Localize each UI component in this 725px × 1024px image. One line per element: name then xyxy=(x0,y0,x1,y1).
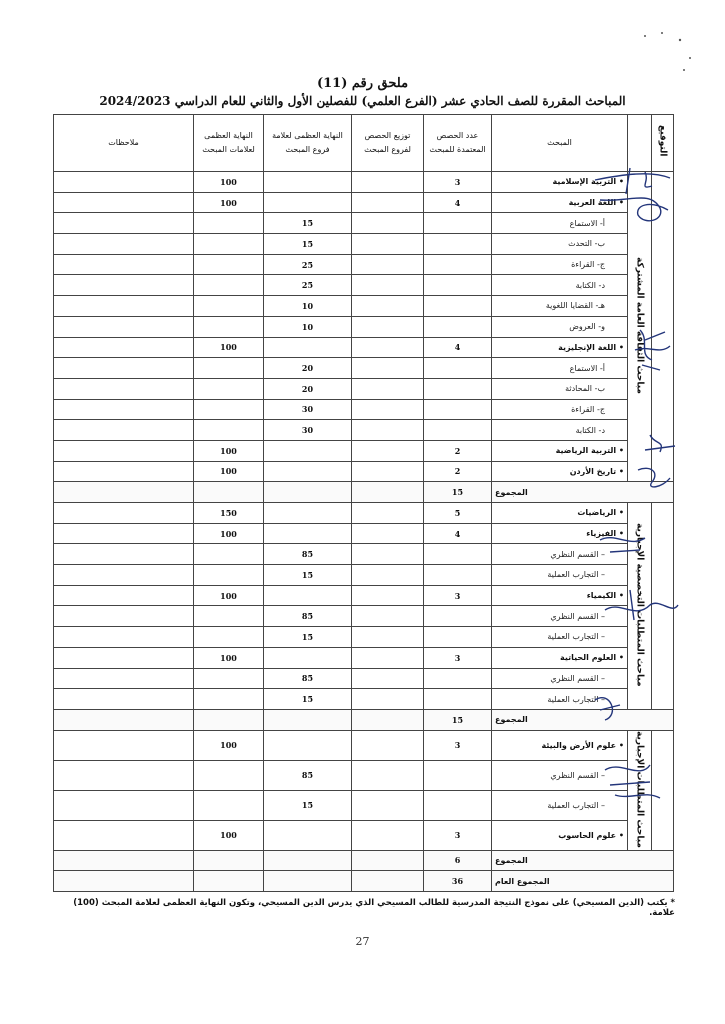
subject-cell: هـ- القضايا اللغوية xyxy=(492,296,628,317)
subject-max-cell: 100 xyxy=(194,440,264,461)
table-row xyxy=(54,316,674,337)
distribution-cell xyxy=(352,503,424,524)
subject-max-cell: 150 xyxy=(194,503,264,524)
periods-cell: 3 xyxy=(424,820,492,850)
distribution-cell xyxy=(352,234,424,255)
branch-max-cell xyxy=(264,440,352,461)
footnote: * يكتب (الدين المسيحي) على نموذج النتيجة المدرسية للطالب المسيحي الذي يدرس الدين المسيحي، وتكون النهاية العظمى لعلامة المبحث (100) علامة. xyxy=(73,898,675,918)
branch-max-cell xyxy=(264,820,352,850)
periods-cell: 15 xyxy=(424,709,492,730)
header-subject-max: النهاية العظمى لعلامات المبحث xyxy=(194,115,264,172)
subject-max-cell xyxy=(194,871,264,892)
notes-cell xyxy=(54,790,194,820)
subject-max-cell xyxy=(194,668,264,689)
subject-max-cell xyxy=(194,234,264,255)
subject-cell: ب- التحدث xyxy=(492,234,628,255)
subject-max-cell xyxy=(194,790,264,820)
table-row xyxy=(54,565,674,586)
table-row xyxy=(54,790,674,820)
subject-cell: • علوم الحاسوب xyxy=(492,820,628,850)
branch-max-cell xyxy=(264,482,352,503)
notes-cell xyxy=(54,709,194,730)
distribution-cell xyxy=(352,668,424,689)
subject-cell: • الفيزياء xyxy=(492,523,628,544)
subject-cell: ج- القراءة xyxy=(492,399,628,420)
branch-max-cell: 10 xyxy=(264,316,352,337)
periods-cell: 3 xyxy=(424,585,492,606)
branch-max-cell: 25 xyxy=(264,254,352,275)
subject-cell: • اللغة الإنجليزية xyxy=(492,337,628,358)
total-row xyxy=(54,850,674,871)
branch-max-cell xyxy=(264,503,352,524)
table-body xyxy=(54,172,674,892)
periods-cell xyxy=(424,316,492,337)
subject-cell: • التربية الرياضية xyxy=(492,440,628,461)
branch-max-cell xyxy=(264,871,352,892)
distribution-cell xyxy=(352,378,424,399)
periods-cell xyxy=(424,420,492,441)
distribution-cell xyxy=(352,482,424,503)
notes-cell xyxy=(54,234,194,255)
distribution-cell xyxy=(352,172,424,193)
branch-max-cell xyxy=(264,461,352,482)
subject-cell: • التربية الإسلامية xyxy=(492,172,628,193)
subject-max-cell: 100 xyxy=(194,461,264,482)
distribution-cell xyxy=(352,399,424,420)
notes-cell xyxy=(54,358,194,379)
distribution-cell xyxy=(352,275,424,296)
total-row xyxy=(54,709,674,730)
subject-max-cell xyxy=(194,482,264,503)
branch-max-cell: 20 xyxy=(264,358,352,379)
subject-cell: – القسم النظري xyxy=(492,606,628,627)
periods-cell: 5 xyxy=(424,503,492,524)
subject-max-cell xyxy=(194,850,264,871)
subject-max-cell xyxy=(194,627,264,648)
branch-max-cell: 85 xyxy=(264,544,352,565)
table-row xyxy=(54,627,674,648)
periods-cell: 6 xyxy=(424,850,492,871)
section-label: مباحث الثقافة العامة المشتركة xyxy=(628,172,652,482)
notes-cell xyxy=(54,337,194,358)
subject-cell: أ- الاستماع xyxy=(492,358,628,379)
table-row xyxy=(54,275,674,296)
notes-cell xyxy=(54,378,194,399)
subject-max-cell: 100 xyxy=(194,337,264,358)
subject-cell: – التجارب العملية xyxy=(492,790,628,820)
periods-cell: 2 xyxy=(424,461,492,482)
notes-cell xyxy=(54,760,194,790)
distribution-cell xyxy=(352,647,424,668)
branch-max-cell xyxy=(264,850,352,871)
periods-cell xyxy=(424,606,492,627)
periods-cell xyxy=(424,790,492,820)
subject-cell: • العلوم الحياتية xyxy=(492,647,628,668)
periods-cell xyxy=(424,689,492,710)
subject-cell: ج- القراءة xyxy=(492,254,628,275)
branch-max-cell: 25 xyxy=(264,275,352,296)
periods-cell xyxy=(424,668,492,689)
total-label: المجموع xyxy=(492,850,674,871)
header-notes: ملاحظات xyxy=(54,115,194,172)
branch-max-cell: 15 xyxy=(264,689,352,710)
page-number: 27 xyxy=(355,935,370,948)
subject-cell: د- الكتابة xyxy=(492,420,628,441)
distribution-cell xyxy=(352,337,424,358)
table-row xyxy=(54,689,674,710)
total-label: المجموع xyxy=(492,709,674,730)
branch-max-cell: 85 xyxy=(264,606,352,627)
subject-max-cell xyxy=(194,689,264,710)
periods-cell: 3 xyxy=(424,647,492,668)
subject-max-cell xyxy=(194,296,264,317)
distribution-cell xyxy=(352,606,424,627)
subject-max-cell xyxy=(194,565,264,586)
subject-max-cell xyxy=(194,275,264,296)
notes-cell xyxy=(54,440,194,461)
notes-cell xyxy=(54,192,194,213)
periods-cell xyxy=(424,358,492,379)
distribution-cell xyxy=(352,461,424,482)
periods-cell xyxy=(424,565,492,586)
header-periods: عدد الحصص المعتمدة للمبحث xyxy=(424,115,492,172)
document-subtitle: المباحث المقررة للصف الحادي عشر (الفرع العلمي) للفصلين الأول والثاني للعام الدراسي 2024/2023 xyxy=(99,94,626,108)
subject-max-cell xyxy=(194,760,264,790)
distribution-cell xyxy=(352,213,424,234)
subject-max-cell: 100 xyxy=(194,192,264,213)
table-row xyxy=(54,399,674,420)
branch-max-cell: 85 xyxy=(264,760,352,790)
distribution-cell xyxy=(352,296,424,317)
notes-cell xyxy=(54,647,194,668)
notes-cell xyxy=(54,254,194,275)
subject-max-cell xyxy=(194,709,264,730)
notes-cell xyxy=(54,606,194,627)
table-row xyxy=(54,760,674,790)
branch-max-cell: 15 xyxy=(264,213,352,234)
branch-max-cell xyxy=(264,647,352,668)
notes-cell xyxy=(54,461,194,482)
distribution-cell xyxy=(352,585,424,606)
subject-max-cell: 100 xyxy=(194,730,264,760)
subject-cell: • تاريخ الأردن xyxy=(492,461,628,482)
periods-cell xyxy=(424,378,492,399)
notes-cell xyxy=(54,172,194,193)
document-title: ملحق رقم (11) xyxy=(316,76,409,91)
table-row xyxy=(54,585,674,606)
section-label: مباحث المتطلبات التخصصية الإجبارية xyxy=(628,503,652,710)
subject-cell: • الرياضيات xyxy=(492,503,628,524)
total-row xyxy=(54,871,674,892)
distribution-cell xyxy=(352,192,424,213)
table-row xyxy=(54,503,674,524)
table-row xyxy=(54,337,674,358)
table-row xyxy=(54,234,674,255)
table-row xyxy=(54,461,674,482)
branch-max-cell: 15 xyxy=(264,790,352,820)
subject-max-cell xyxy=(194,420,264,441)
branch-max-cell xyxy=(264,585,352,606)
subject-cell: و- العروض xyxy=(492,316,628,337)
periods-cell xyxy=(424,254,492,275)
branch-max-cell xyxy=(264,337,352,358)
table-row xyxy=(54,820,674,850)
table-row xyxy=(54,378,674,399)
distribution-cell xyxy=(352,871,424,892)
periods-cell xyxy=(424,760,492,790)
distribution-cell xyxy=(352,820,424,850)
subject-cell: – القسم النظري xyxy=(492,544,628,565)
subject-max-cell: 100 xyxy=(194,172,264,193)
branch-max-cell: 85 xyxy=(264,668,352,689)
subject-max-cell xyxy=(194,606,264,627)
subject-max-cell xyxy=(194,316,264,337)
subject-max-cell xyxy=(194,399,264,420)
branch-max-cell: 15 xyxy=(264,627,352,648)
table-row xyxy=(54,420,674,441)
header-distribution: توزيع الحصص لفروع المبحث xyxy=(352,115,424,172)
subject-cell: • الكيمياء xyxy=(492,585,628,606)
table-row xyxy=(54,296,674,317)
notes-cell xyxy=(54,296,194,317)
subject-max-cell: 100 xyxy=(194,820,264,850)
distribution-cell xyxy=(352,760,424,790)
periods-cell xyxy=(424,399,492,420)
signature-scribbles-1 xyxy=(590,160,680,490)
signature-scribbles-2 xyxy=(590,520,685,850)
branch-max-cell: 30 xyxy=(264,399,352,420)
total-label: المجموع العام xyxy=(492,871,674,892)
notes-cell xyxy=(54,850,194,871)
notes-cell xyxy=(54,399,194,420)
periods-cell xyxy=(424,234,492,255)
subject-cell: – التجارب العملية xyxy=(492,565,628,586)
branch-max-cell xyxy=(264,192,352,213)
subject-max-cell xyxy=(194,213,264,234)
subject-max-cell xyxy=(194,544,264,565)
distribution-cell xyxy=(352,730,424,760)
table-row xyxy=(54,192,674,213)
periods-cell: 4 xyxy=(424,523,492,544)
notes-cell xyxy=(54,316,194,337)
subject-cell: • اللغة العربية xyxy=(492,192,628,213)
subject-cell: – القسم النظري xyxy=(492,668,628,689)
periods-cell xyxy=(424,627,492,648)
periods-cell: 4 xyxy=(424,337,492,358)
distribution-cell xyxy=(352,523,424,544)
subject-cell: أ- الاستماع xyxy=(492,213,628,234)
header-branch-max: النهاية العظمى لعلامة فروع المبحث xyxy=(264,115,352,172)
subject-cell: – التجارب العملية xyxy=(492,627,628,648)
periods-cell xyxy=(424,213,492,234)
notes-cell xyxy=(54,668,194,689)
notes-cell xyxy=(54,871,194,892)
distribution-cell xyxy=(352,689,424,710)
subject-max-cell: 100 xyxy=(194,585,264,606)
subject-cell: – القسم النظري xyxy=(492,760,628,790)
table-row xyxy=(54,523,674,544)
table-row xyxy=(54,213,674,234)
notes-cell xyxy=(54,544,194,565)
periods-cell: 4 xyxy=(424,192,492,213)
distribution-cell xyxy=(352,440,424,461)
notes-cell xyxy=(54,627,194,648)
table-header xyxy=(54,115,674,172)
subject-max-cell xyxy=(194,378,264,399)
branch-max-cell xyxy=(264,730,352,760)
periods-cell: 15 xyxy=(424,482,492,503)
table-row xyxy=(54,647,674,668)
branch-max-cell xyxy=(264,523,352,544)
subject-max-cell xyxy=(194,254,264,275)
notes-cell xyxy=(54,503,194,524)
notes-cell xyxy=(54,585,194,606)
table-row xyxy=(54,606,674,627)
notes-cell xyxy=(54,523,194,544)
subject-max-cell: 100 xyxy=(194,647,264,668)
notes-cell xyxy=(54,420,194,441)
notes-cell xyxy=(54,275,194,296)
subject-cell: د- الكتابة xyxy=(492,275,628,296)
periods-cell: 2 xyxy=(424,440,492,461)
table-row xyxy=(54,172,674,193)
distribution-cell xyxy=(352,254,424,275)
notes-cell xyxy=(54,565,194,586)
notes-cell xyxy=(54,730,194,760)
subject-cell: ب- المحادثة xyxy=(492,378,628,399)
notes-cell xyxy=(54,213,194,234)
table-row xyxy=(54,668,674,689)
table-row xyxy=(54,440,674,461)
branch-max-cell xyxy=(264,172,352,193)
table-row xyxy=(54,254,674,275)
curriculum-table xyxy=(53,114,674,892)
distribution-cell xyxy=(352,544,424,565)
section-label: مباحث المتطلبات الإجبارية xyxy=(628,730,652,850)
periods-cell xyxy=(424,544,492,565)
subject-max-cell: 100 xyxy=(194,523,264,544)
subject-max-cell xyxy=(194,358,264,379)
table-row xyxy=(54,730,674,760)
distribution-cell xyxy=(352,565,424,586)
total-label: المجموع xyxy=(492,482,674,503)
notes-cell xyxy=(54,820,194,850)
branch-max-cell: 30 xyxy=(264,420,352,441)
branch-max-cell: 15 xyxy=(264,565,352,586)
periods-cell xyxy=(424,296,492,317)
subject-cell: – التجارب العملية xyxy=(492,689,628,710)
periods-cell: 3 xyxy=(424,730,492,760)
distribution-cell xyxy=(352,358,424,379)
periods-cell: 3 xyxy=(424,172,492,193)
table-row xyxy=(54,358,674,379)
notes-cell xyxy=(54,482,194,503)
branch-max-cell xyxy=(264,709,352,730)
subject-cell: • علوم الأرض والبيئة xyxy=(492,730,628,760)
branch-max-cell: 15 xyxy=(264,234,352,255)
branch-max-cell: 10 xyxy=(264,296,352,317)
notes-cell xyxy=(54,689,194,710)
header-subject: المبحث xyxy=(492,115,628,172)
periods-cell: 36 xyxy=(424,871,492,892)
table-row xyxy=(54,544,674,565)
periods-cell xyxy=(424,275,492,296)
distribution-cell xyxy=(352,316,424,337)
total-row xyxy=(54,482,674,503)
distribution-cell xyxy=(352,790,424,820)
distribution-cell xyxy=(352,709,424,730)
branch-max-cell: 20 xyxy=(264,378,352,399)
distribution-cell xyxy=(352,420,424,441)
distribution-cell xyxy=(352,850,424,871)
distribution-cell xyxy=(352,627,424,648)
header-signature: التوقيع xyxy=(652,115,674,172)
